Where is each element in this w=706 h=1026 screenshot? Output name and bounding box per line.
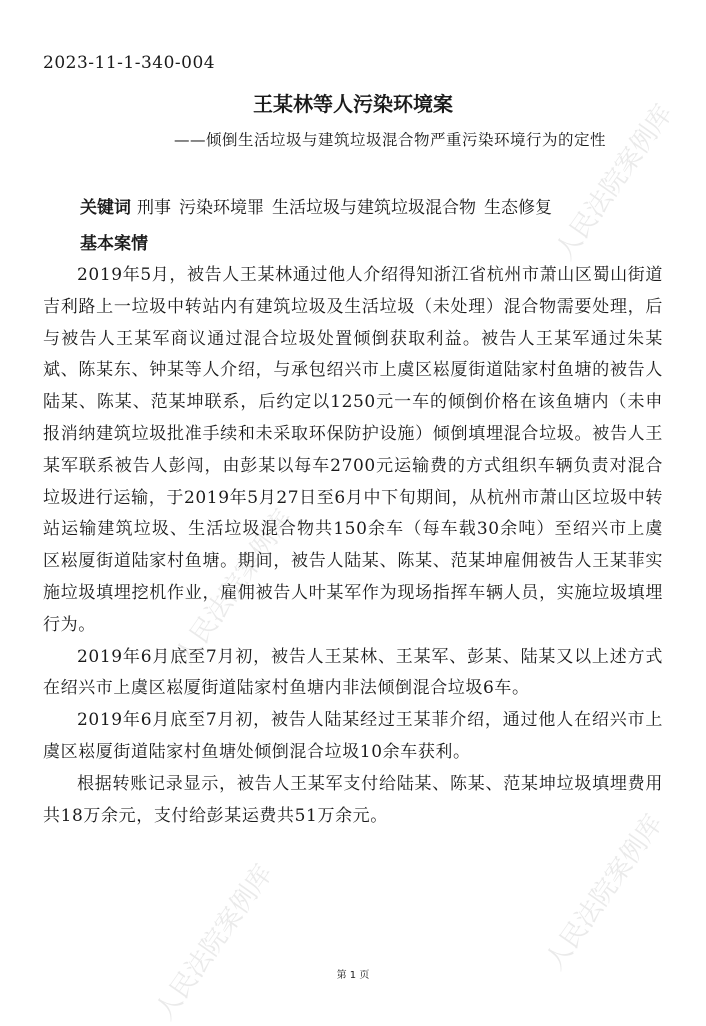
keyword: 生态修复: [484, 198, 552, 218]
section-heading: 基本案情: [80, 234, 148, 254]
paragraph: 2019年6月底至7月初，被告人王某林、王某军、彭某、陆某又以上述方式在绍兴市上虞区崧厦街道陆家村鱼塘内非法倾倒混合垃圾6车。: [43, 646, 663, 699]
watermark: 人民法院案例库: [539, 809, 669, 976]
document-title: 王某林等人污染环境案: [253, 92, 453, 116]
document-id: 2023-11-1-340-004: [43, 53, 216, 73]
watermark: 人民法院案例库: [549, 99, 679, 266]
watermark: 人民法院案例库: [149, 859, 279, 1026]
document-subtitle: ——倾倒生活垃圾与建筑垃圾混合物严重污染环境行为的定性: [174, 131, 607, 149]
keyword: 生活垃圾与建筑垃圾混合物: [272, 198, 476, 218]
page-number: 第 1 页: [336, 970, 370, 981]
keyword: 刑事: [137, 198, 171, 218]
case-facts: [43, 260, 663, 832]
paragraph: 根据转账记录显示，被告人王某军支付给陆某、陈某、范某坤垃圾填埋费用共18万余元，支付给彭某运费共51万余元。: [43, 773, 663, 826]
paragraph: 2019年6月底至7月初，被告人陆某经过王某菲介绍，通过他人在绍兴市上虞区崧厦街道陆家村鱼塘处倾倒混合垃圾10余车获利。: [43, 710, 663, 762]
keywords-label: 关键词: [80, 198, 131, 218]
keywords-line: [80, 193, 560, 218]
paragraph: 2019年5月，被告人王某林通过他人介绍得知浙江省杭州市萧山区蜀山街道吉利路上一垃圾中转站内有建筑垃圾及生活垃圾（未处理）混合物需要处理，后与被告人王某军商议通过混合垃圾处置倾倒获取利益。被告人王某军通过朱某斌、陈某东、钟某等人介绍，与承包绍兴市上虞区崧厦街道陆家村鱼塘的被告人陆某、陈某、范某坤联系，后约定以1250元一车的倾倒价格在该鱼塘内（未申报消纳建筑垃圾批准手续和未采取环保防护设施）倾倒填埋混合垃圾。被告人王某军联系被告人彭闯，由彭某以每车2700元运输费的方式组织车辆负责对混合垃圾进行运输，于2019年5月27日至6月中下旬期间，从杭州市萧山区垃圾中转站运输建筑垃圾、生活垃圾混合物共150余车（每车载30余吨）至绍兴市上虞区崧厦街道陆家村鱼塘。期间，被告人陆某、陈某、范某坤雇佣被告人王某菲实施垃圾填埋挖机作业，雇佣被告人叶某军作为现场指挥车辆人员，实施垃圾填埋行为。: [43, 265, 663, 635]
watermark: 人民法院案例库: [169, 504, 299, 671]
keyword: 污染环境罪: [179, 198, 264, 218]
